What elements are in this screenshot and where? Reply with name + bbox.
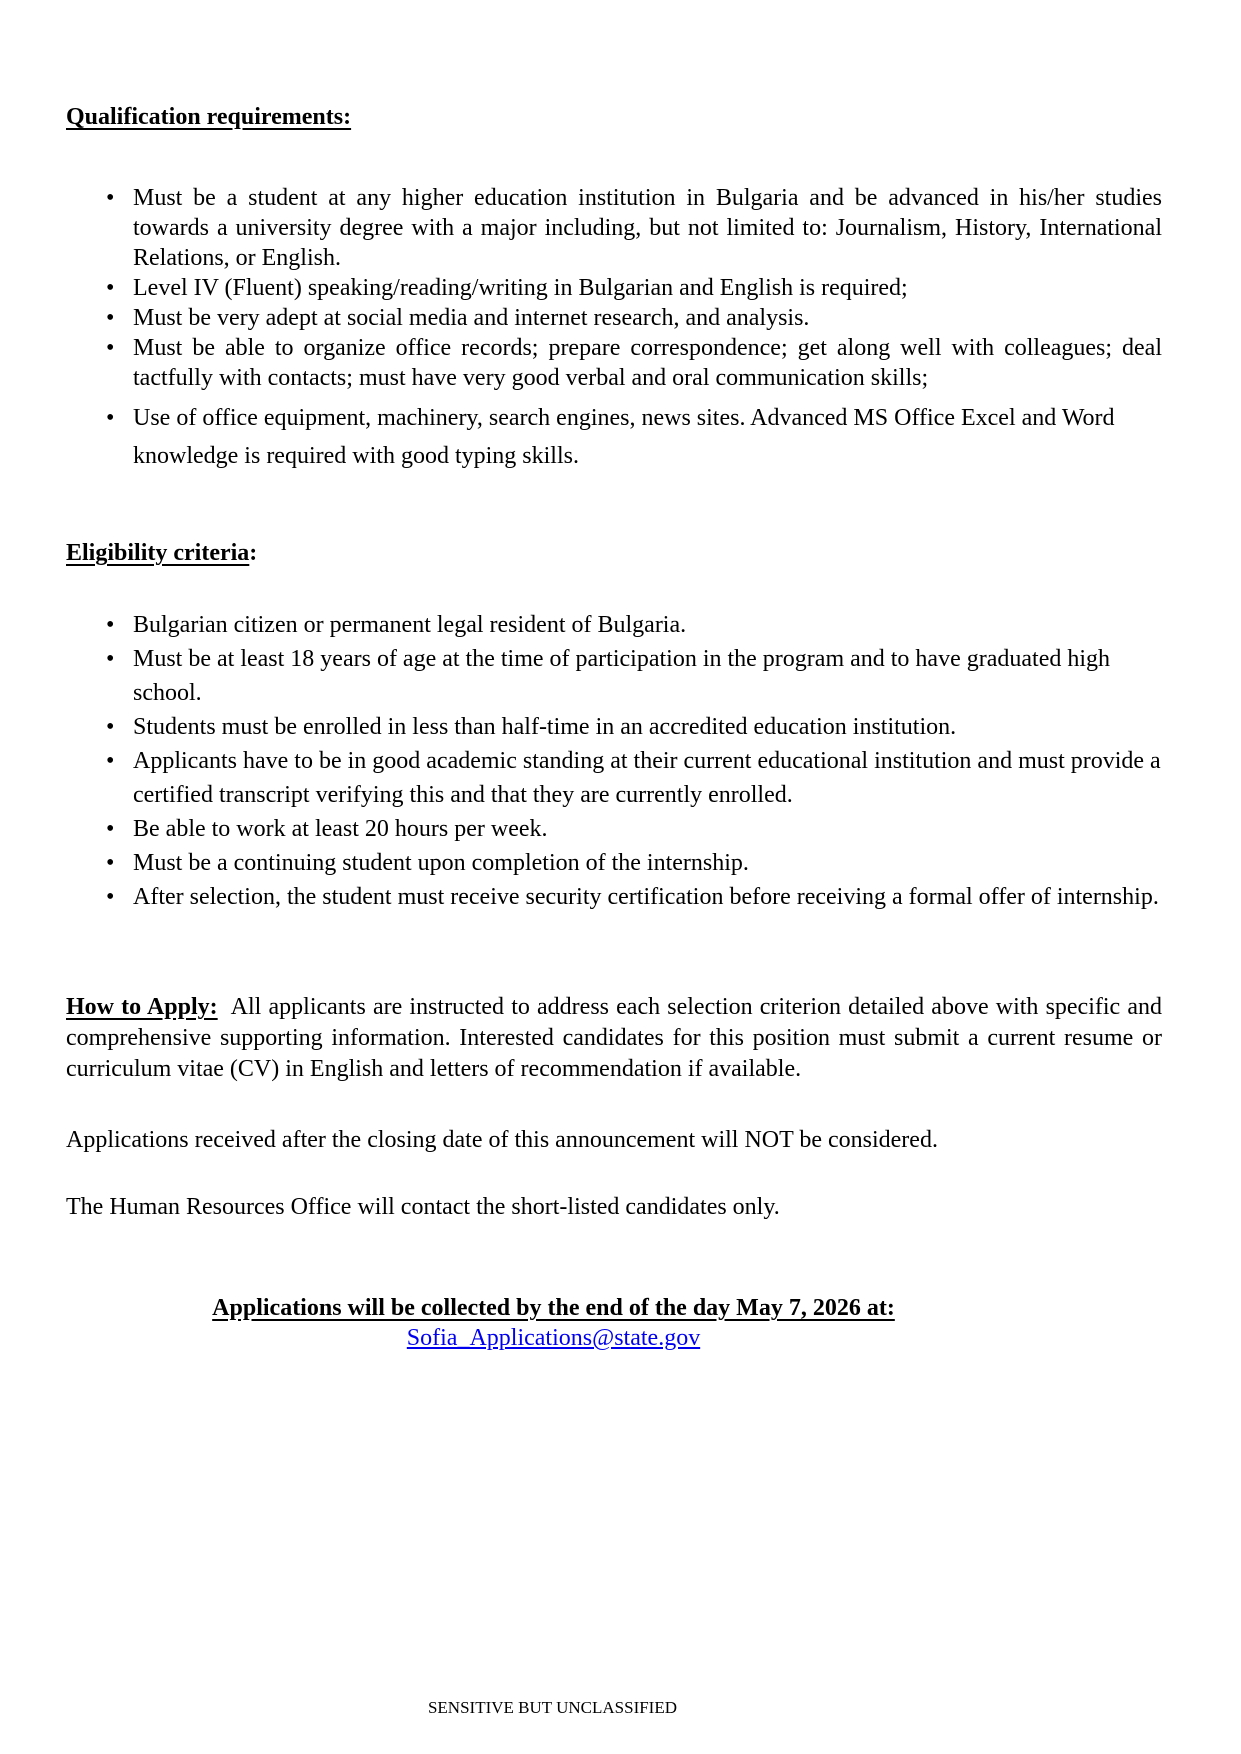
application-email-link[interactable]: Sofia_Applications@state.gov <box>406 1325 701 1351</box>
eligibility-bullet-age: • Must be at least 18 years of age at the time of participation in the program and to have graduated high school. <box>66 642 1162 710</box>
closing-date-note: Applications received after the closing date of this announcement will NOT be considered. <box>66 1127 938 1153</box>
application-collection-block <box>66 1293 1041 1354</box>
qualification-bullet-language: • Level IV (Fluent) speaking/reading/writing in Bulgarian and English is required; <box>66 273 1162 303</box>
eligibility-criteria-heading-text: Eligibility criteria <box>66 540 250 566</box>
eligibility-criteria-list <box>66 608 1162 914</box>
eligibility-bullet-security-certification: • After selection, the student must receive security certification before receiving a formal offer of internship. <box>66 880 1162 914</box>
eligibility-bullet-continuing-student: • Must be a continuing student upon completion of the internship. <box>66 846 1162 880</box>
qualification-bullet-office-equipment: • Use of office equipment, machinery, search engines, news sites. Advanced MS Office Excel and Word knowledge is required with good typing skills. <box>66 399 1162 475</box>
collection-deadline-text: Applications will be collected by the end of the day May 7, 2026 at: <box>212 1295 895 1321</box>
eligibility-bullet-hours: • Be able to work at least 20 hours per week. <box>66 812 1162 846</box>
collection-deadline-line <box>66 1293 1041 1323</box>
eligibility-criteria-heading <box>66 539 1162 567</box>
eligibility-bullet-citizen: • Bulgarian citizen or permanent legal resident of Bulgaria. <box>66 608 1162 642</box>
how-to-apply-paragraph <box>66 992 1162 1085</box>
how-to-apply-body: All applicants are instructed to address each selection criterion detailed above with specific and comprehensive supporting information. Interested candidates for this position must submit a current resume or curriculum vitae (CV) in English and letters of recommendation if available. <box>66 994 1163 1082</box>
qualification-bullet-student: • Must be a student at any higher education institution in Bulgaria and be advanced in his/her studies towards a university degree with a major including, but not limited to: Journalism, History, International Relations, or English. <box>66 183 1162 273</box>
qualification-requirements-list <box>66 183 1162 475</box>
how-to-apply-label: How to Apply: <box>66 994 218 1020</box>
classification-footer: SENSITIVE BUT UNCLASSIFIED <box>427 1698 678 1717</box>
qualification-requirements-heading-text: Qualification requirements: <box>66 104 352 130</box>
application-email-line <box>66 1323 1041 1354</box>
eligibility-bullet-enrollment: • Students must be enrolled in less than half-time in an accredited education institution. <box>66 710 1162 744</box>
qualification-bullet-social-media: • Must be very adept at social media and internet research, and analysis. <box>66 303 1162 333</box>
qualification-bullet-office-records: • Must be able to organize office records; prepare correspondence; get along well with colleagues; deal tactfully with contacts; must have very good verbal and oral communication skills; <box>66 333 1162 393</box>
eligibility-criteria-heading-colon: : <box>249 540 258 566</box>
hr-contact-note: The Human Resources Office will contact the short-listed candidates only. <box>66 1194 780 1220</box>
eligibility-bullet-academic-standing: • Applicants have to be in good academic standing at their current educational institution and must provide a certified transcript verifying this and that they are currently enrolled. <box>66 744 1162 812</box>
qualification-requirements-heading <box>66 103 1162 131</box>
